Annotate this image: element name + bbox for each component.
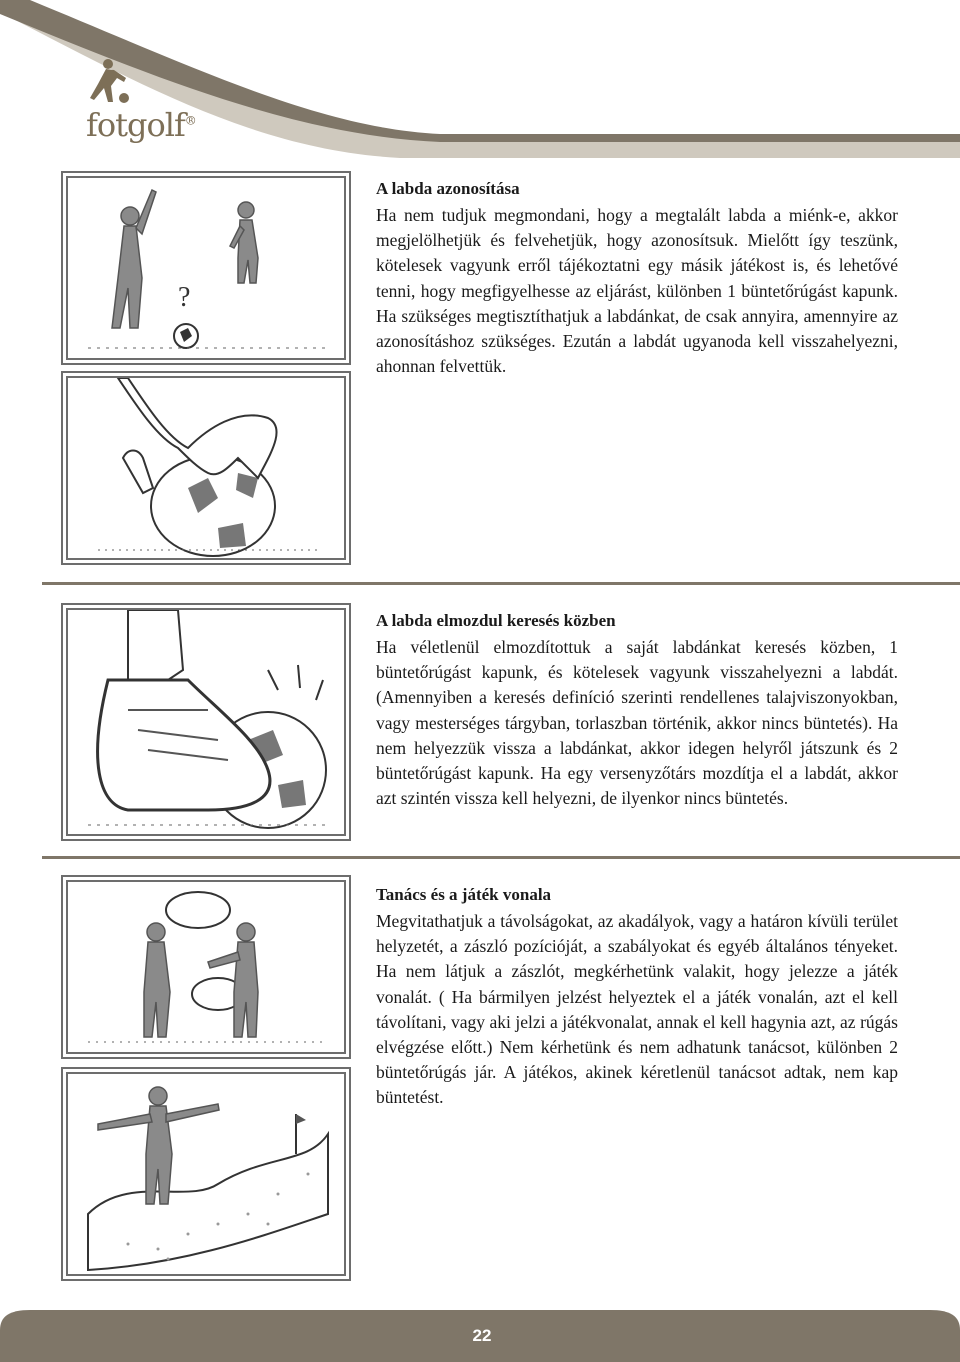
svg-text:?: ? bbox=[178, 282, 191, 313]
section-body: Ha véletlenül elmozdítottuk a saját labdánkat keresés közben, 1 büntetőrúgást kapunk, és kötelesek vagyunk visszahelyezni a labdát. (Amennyiben a keresés definíció szerinti rendellenes talajviszonyokban, vagy mesterséges tárgyban, torlaszban történik, akkor nincs büntetés). Ha nem helyezzük vissza a labdánkat, akkor idegen helyről játszunk és 2 büntetőrúgást kapunk. Ha egy versenyzőtárs mozdítja el a labdát, akkor azt szintén vissza kell helyezni, de ilyenkor nincs büntetés. bbox=[376, 637, 898, 809]
player-pointing-line-illustration bbox=[68, 1074, 344, 1274]
section-title: Tanács és a játék vonala bbox=[376, 885, 552, 904]
section-divider bbox=[42, 856, 960, 859]
logo-wordmark: fotgolf® bbox=[86, 106, 196, 144]
illustration-players-question bbox=[66, 176, 346, 360]
section-title: A labda elmozdul keresés közben bbox=[376, 611, 616, 630]
players-talking-illustration bbox=[68, 882, 344, 1052]
section-divider bbox=[42, 582, 960, 585]
section-ball-moved-search bbox=[376, 608, 898, 811]
player-silhouette-icon bbox=[84, 58, 144, 108]
section-body: Ha nem tudjuk megmondani, hogy a megtalált labda a miénk-e, akkor megjelölhetjük és felvehetjük, hogy azonosítsuk. Mielőtt így teszünk, kötelesek vagyunk erről tájékoztatni egy másik játékost is, és lehetővé tenni, hogy megfigyelhesse az eljárást, különben 1 büntetőrúgást kapunk. Ha szükséges megtisztíthatjuk a labdánkat, de csak annyira, amennyire az azonosításhoz szükséges. Ezután a labdát ugyanoda kell visszahelyezni, ahonnan felvettük. bbox=[376, 205, 898, 377]
illustration-line-of-play bbox=[66, 1072, 346, 1276]
foot-moving-ball-illustration bbox=[68, 610, 344, 834]
illustration-hand-ball bbox=[66, 376, 346, 560]
section-body: Megvitathatjuk a távolságokat, az akadályok, vagy a határon kívüli terület helyzetét, a zászló pozícióját, a szabályokat és egyéb általános tényeket. Ha nem látjuk a zászlót, megkérhetünk valakit, hogy jelezze a játék vonalát. ( Ha bármilyen jelzést helyeztek el a játék vonalán, azt el kell távolítani, vagy aki jelzi a játékvonalat, annak el kell hagynia azt, az rúgás elvégzése előtt.) Nem kérhetünk és nem adhatunk tanácsot, különben 2 büntetőrúgás jár. A játékos, akinek kéretlenül tanácsot adtak, nem kap büntetést. bbox=[376, 911, 898, 1108]
hand-lifting-ball-illustration bbox=[68, 378, 344, 558]
players-question-ball-illustration bbox=[68, 178, 344, 358]
section-advice-line-of-play bbox=[376, 882, 898, 1111]
section-ball-identification bbox=[376, 176, 898, 379]
illustration-players-talking bbox=[66, 880, 346, 1054]
page-number: 22 bbox=[472, 1326, 492, 1345]
section-title: A labda azonosítása bbox=[376, 179, 520, 198]
illustration-foot-ball bbox=[66, 608, 346, 836]
